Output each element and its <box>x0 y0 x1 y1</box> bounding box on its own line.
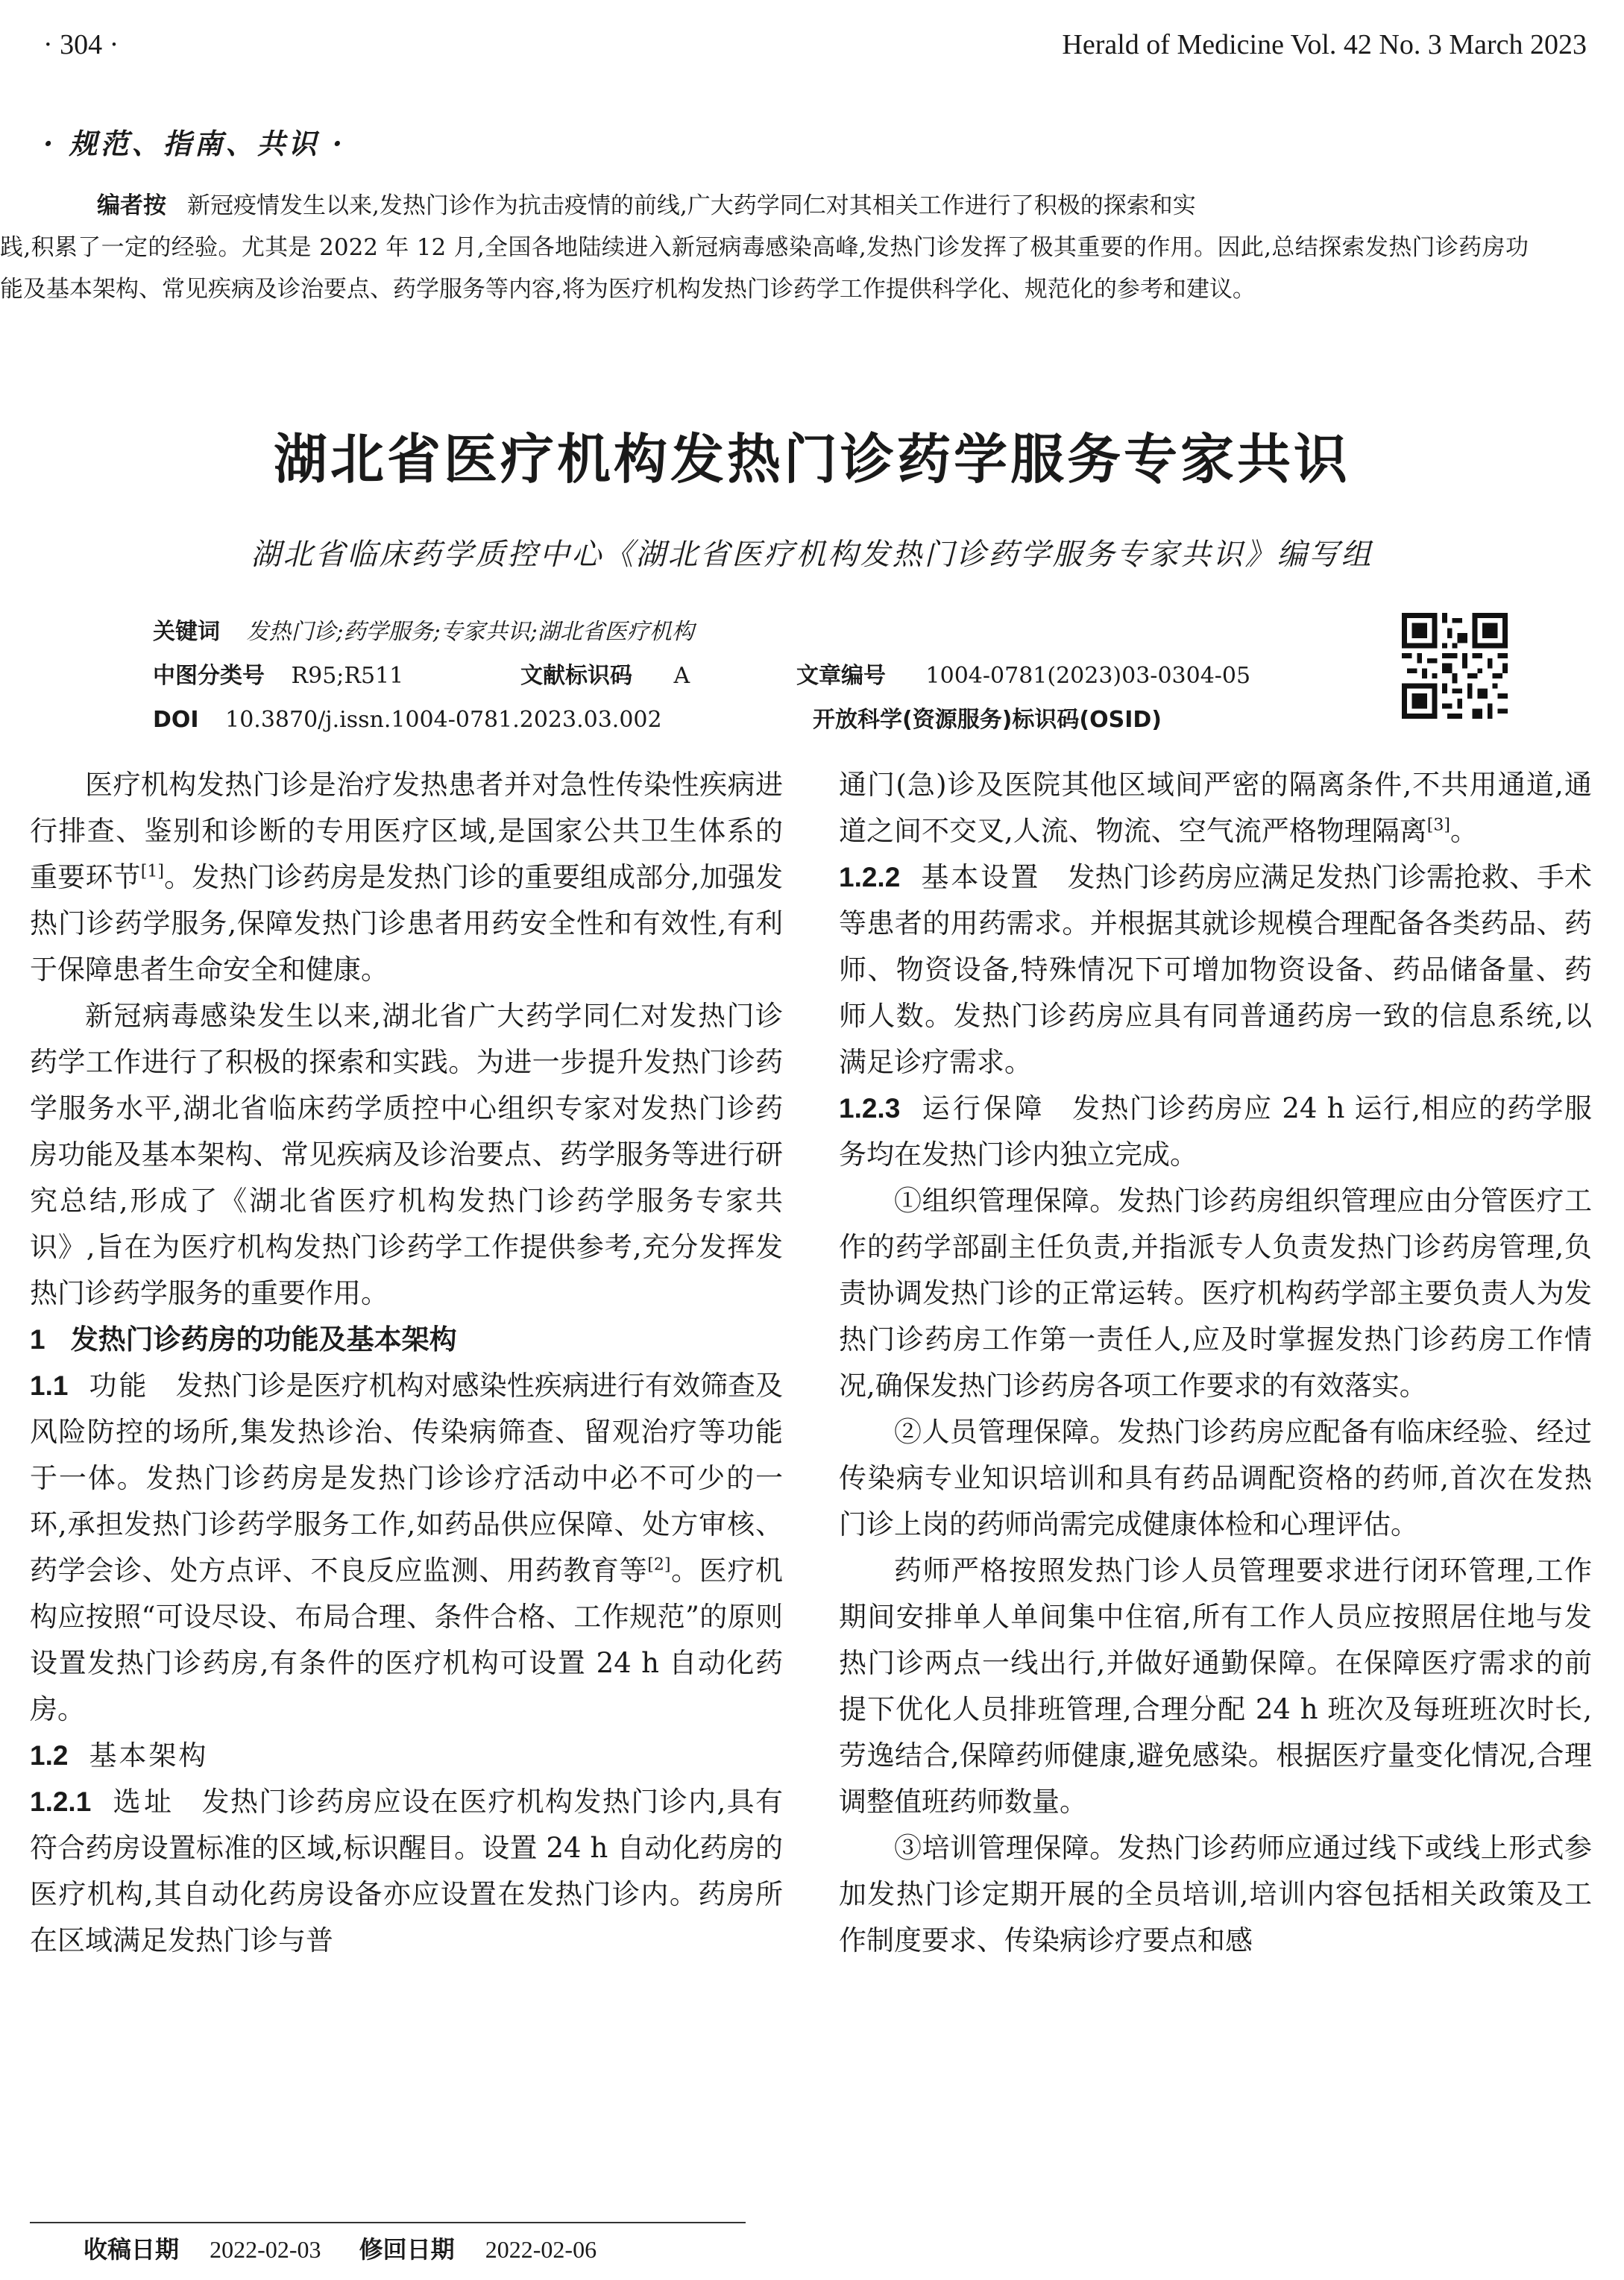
clc-label: 中图分类号 <box>153 663 265 689</box>
doccode-row <box>520 663 690 690</box>
article-title: 湖北省医疗机构发热门诊药学服务专家共识 <box>273 428 1350 491</box>
section-1-2-1: 1.2.1 选址 发热门诊药房应设在医疗机构发热门诊内,具有符合药房设置标准的区域,标识醒目。设置 24 h 自动化药房的医疗机构,其自动化药房设备亦应设置在发热门诊内。药房所在区域满足发热门诊与普 <box>30 1786 784 1956</box>
received-label: 收稿日期 <box>84 2235 180 2264</box>
section-1-1: 1.1 功能 发热门诊是医疗机构对感染性疾病进行有效筛查及风险防控的场所,集发热诊治、传染病筛查、留观治疗等功能于一体。发热门诊药房是发热门诊诊疗活动中必不可少的一环,承担发热门诊药学服务工作,如药品供应保障、处方审核、药学会诊、处方点评、不良反应监测、用药教育等[2]。医疗机构应按照“可设尽设、布局合理、条件合格、工作规范”的原则设置发热门诊药房,有条件的医疗机构可设置 24 h 自动化药房。 <box>30 1370 784 1725</box>
osid-label: 开放科学(资源服务)标识码(OSID) <box>813 707 1162 733</box>
paragraph-training: ③培训管理保障。发热门诊药师应通过线下或线上形式参加发热门诊定期开展的全员培训,培训内容包括相关政策及工作制度要求、传染病诊疗要点和感 <box>839 1832 1592 1956</box>
keywords-label: 关键词 <box>153 619 220 645</box>
journal-header: Herald of Medicine Vol. 42 No. 3 March 2023 <box>1062 29 1587 60</box>
qr-code-icon <box>1402 613 1508 719</box>
heading-section-1-2: 1.2 基本架构 <box>30 1739 209 1772</box>
paragraph-intro-2: 新冠病毒感染发生以来,湖北省广大药学同仁对发热门诊药学工作进行了积极的探索和实践。为进一步提升发热门诊药学服务水平,湖北省临床药学质控中心组织专家对发热门诊药房功能及基本架构、常见疾病及诊治要点、药学服务等进行研究总结,形成了《湖北省医疗机构发热门诊药学服务专家共识》,旨在为医疗机构发热门诊药学工作提供参考,充分发挥发热门诊药学服务的重要作用。 <box>30 1000 783 1309</box>
page-number: · 304 · <box>43 29 119 60</box>
left-column <box>30 762 783 1964</box>
keywords-row <box>153 619 694 646</box>
revised-date: 2022-02-06 <box>485 2236 597 2263</box>
footnote-divider <box>30 2222 746 2223</box>
article-no-label: 文章编号 <box>796 663 886 689</box>
paragraph-closed-loop: 药师严格按照发热门诊人员管理要求进行闭环管理,工作期间安排单人单间集中住宿,所有工作人员应按照居住地与发热门诊两点一线出行,并做好通勤保障。在保障医疗需求的前提下优化人员排班管理,合理分配 24 h 班次及每班班次时长,劳逸结合,保障药师健康,避免感染。根据医疗量变化情况,合理调整值班药师数量。 <box>839 1555 1592 1818</box>
section-1-2-3: 1.2.3 运行保障 发热门诊药房应 24 h 运行,相应的药学服务均在发热门诊内独立完成。 <box>839 1092 1592 1171</box>
received-date: 2022-02-03 <box>210 2236 321 2263</box>
heading-section-1: 1 发热门诊药房的功能及基本架构 <box>30 1323 457 1355</box>
editor-note-rest: 践,积累了一定的经验。尤其是 2022 年 12 月,全国各地陆续进入新冠病毒感染高峰,发热门诊发挥了极其重要的作用。因此,总结探索发热门诊药房功能及基本架构、常见疾病及诊治要点、药学服务等内容,将为医疗机构发热门诊药学工作提供科学化、规范化的参考和建议。 <box>0 234 1529 303</box>
doi-row <box>153 707 662 734</box>
classification-row <box>153 663 403 690</box>
clc-value: R95;R511 <box>291 663 404 689</box>
article-no-row <box>796 663 1250 690</box>
paragraph-staff-management: ②人员管理保障。发热门诊药房应配备有临床经验、经过传染病专业知识培训和具有药品调配资格的药师,首次在发热门诊上岗的药师尚需完成健康体检和心理评估。 <box>839 1416 1592 1540</box>
revised-label: 修回日期 <box>359 2235 455 2264</box>
paragraph-continued: 通门(急)诊及医院其他区域间严密的隔离条件,不共用通道,通道之间不交叉,人流、物流、空气流严格物理隔离[3]。 <box>839 769 1592 847</box>
section-1-2-2: 1.2.2 基本设置 发热门诊药房应满足发热门诊需抢救、手术等患者的用药需求。并根据其就诊规模合理配备各类药品、药师、物资设备,特殊情况下可增加物资设备、药品储备量、药师人数。发热门诊药房应具有同普通药房一致的信息系统,以满足诊疗需求。 <box>839 861 1593 1078</box>
article-no-value: 1004-0781(2023)03-0304-05 <box>925 663 1251 689</box>
editor-note <box>0 185 1536 310</box>
editor-note-label: 编者按 <box>97 192 166 219</box>
right-column <box>839 762 1592 1964</box>
paragraph-org-management: ①组织管理保障。发热门诊药房组织管理应由分管医疗工作的药学部副主任负责,并指派专人负责发热门诊药房管理,负责协调发热门诊的正常运转。医疗机构药学部主要负责人为发热门诊药房工作第一责任人,应及时掌握发热门诊药房工作情况,确保发热门诊药房各项工作要求的有效落实。 <box>839 1185 1592 1402</box>
received-dates <box>84 2231 597 2265</box>
osid-row <box>813 707 1162 734</box>
doi-value: 10.3870/j.issn.1004-0781.2023.03.002 <box>225 707 662 733</box>
editor-note-line1: 新冠疫情发生以来,发热门诊作为抗击疫情的前线,广大药学同仁对其相关工作进行了积极的探索和实 <box>187 192 1196 219</box>
doccode-label: 文献标识码 <box>520 663 632 689</box>
citation-1: [1] <box>140 862 164 881</box>
doi-label: DOI <box>153 707 199 733</box>
keywords: 发热门诊;药学服务;专家共识;湖北省医疗机构 <box>246 619 694 645</box>
citation-2: [2] <box>647 1555 671 1575</box>
section-tag: · 规范、指南、共识 · <box>43 127 345 160</box>
doccode-value: A <box>673 663 690 689</box>
paragraph-intro-1: 医疗机构发热门诊是治疗发热患者并对急性传染性疾病进行排查、鉴别和诊断的专用医疗区域,是国家公共卫生体系的重要环节[1]。发热门诊药房是发热门诊的重要组成部分,加强发热门诊药学服务,保障发热门诊患者用药安全性和有效性,有利于保障患者生命安全和健康。 <box>30 769 783 986</box>
citation-3: [3] <box>1426 816 1450 835</box>
article-authors: 湖北省临床药学质控中心《湖北省医疗机构发热门诊药学服务专家共识》编写组 <box>251 538 1373 572</box>
